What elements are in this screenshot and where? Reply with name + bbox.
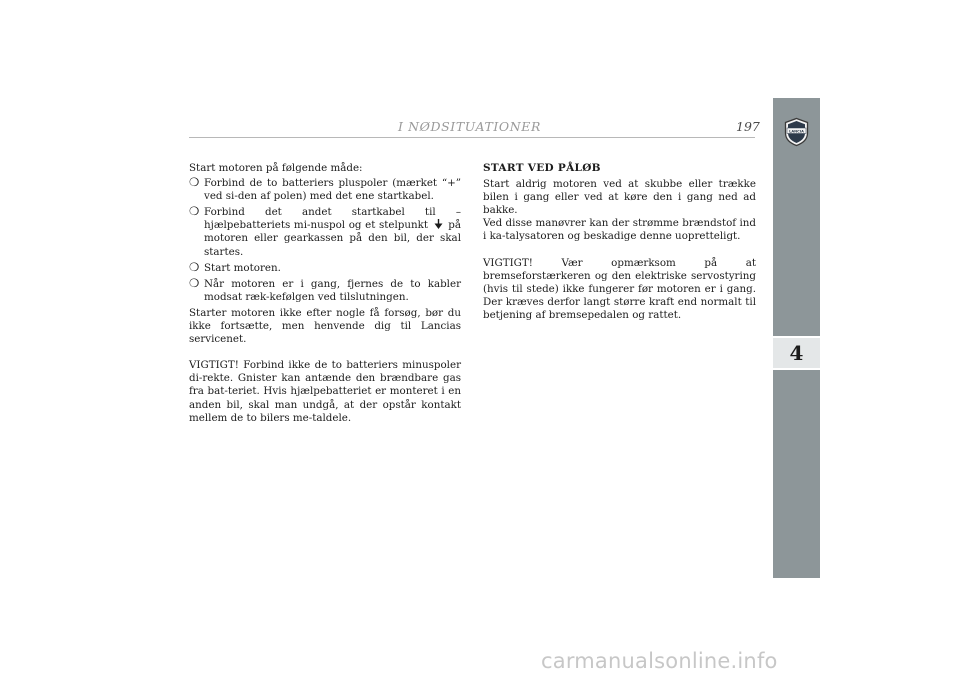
list-item	[189, 259, 461, 275]
chapter-tab	[773, 98, 820, 578]
lancia-logo-icon	[784, 117, 809, 147]
list-item-text: Forbind de to batteriers pluspoler (mærket “+” ved si-den af polen) med det ene startkabel.	[204, 177, 461, 203]
bullet-icon: ❍	[189, 259, 200, 274]
list-item	[189, 177, 461, 203]
ground-symbol-icon	[434, 219, 443, 229]
list-item	[189, 275, 461, 304]
list-item-text: Forbind det andet startkabel til – hjælpebatteriets mi-nuspol og et stelpunkt	[204, 206, 461, 232]
list-item	[189, 206, 461, 258]
paragraph: Start aldrig motoren ved at skubbe eller trække bilen i gang eller ved at køre den i gang ned ad bakke.	[483, 178, 756, 217]
page-number: 197	[736, 119, 760, 134]
section-heading: START VED PÅLØB	[483, 162, 601, 174]
right-column	[483, 162, 756, 322]
list-item-text: Start motoren.	[204, 261, 281, 274]
bullet-icon: ❍	[189, 204, 200, 219]
warning-paragraph: VIGTIGT! Vær opmærksom på at bremseforstærkeren og den elektriske servostyring (hvis til stede) ikke fungerer før motoren er i gang. Der kræves derfor langt større kraft end normalt til betjening af bremsepedalen og rattet.	[483, 256, 756, 321]
tab-separator	[773, 368, 820, 370]
paragraph: Starter motoren ikke efter nogle få forsøg, bør du ikke fortsætte, men henvende dig til Lancias servicenet.	[189, 306, 461, 346]
logo-text: LANCIA	[789, 129, 804, 134]
header-divider	[189, 137, 755, 138]
intro-text: Start motoren på følgende måde:	[189, 162, 363, 174]
steps-list	[189, 177, 461, 304]
bullet-icon: ❍	[189, 175, 200, 190]
list-item-text: på motoren eller gearkassen på den bil, der skal startes.	[204, 219, 461, 258]
list-item-text: Når motoren er i gang, fjernes de to kabler modsat ræk-kefølgen ved tilslutningen.	[204, 277, 461, 303]
chapter-number: 4	[773, 338, 820, 368]
paragraph: Ved disse manøvrer kan der strømme brændstof ind i ka-talysatoren og beskadige denne uopretteligt.	[483, 217, 756, 243]
bullet-icon: ❍	[189, 275, 200, 290]
left-column	[189, 162, 461, 425]
watermark-text: carmanualsonline.info	[541, 649, 778, 673]
warning-paragraph: VIGTIGT! Forbind ikke de to batteriers minuspoler di-rekte. Gnister kan antænde den brændbare gas fra bat-teriet. Hvis hjælpebatteriet er monteret i en anden bil, skal man undgå, at der opstår kontakt mellem de to bilers me-taldele.	[189, 359, 461, 424]
section-title: I NØDSITUATIONER	[398, 119, 542, 134]
